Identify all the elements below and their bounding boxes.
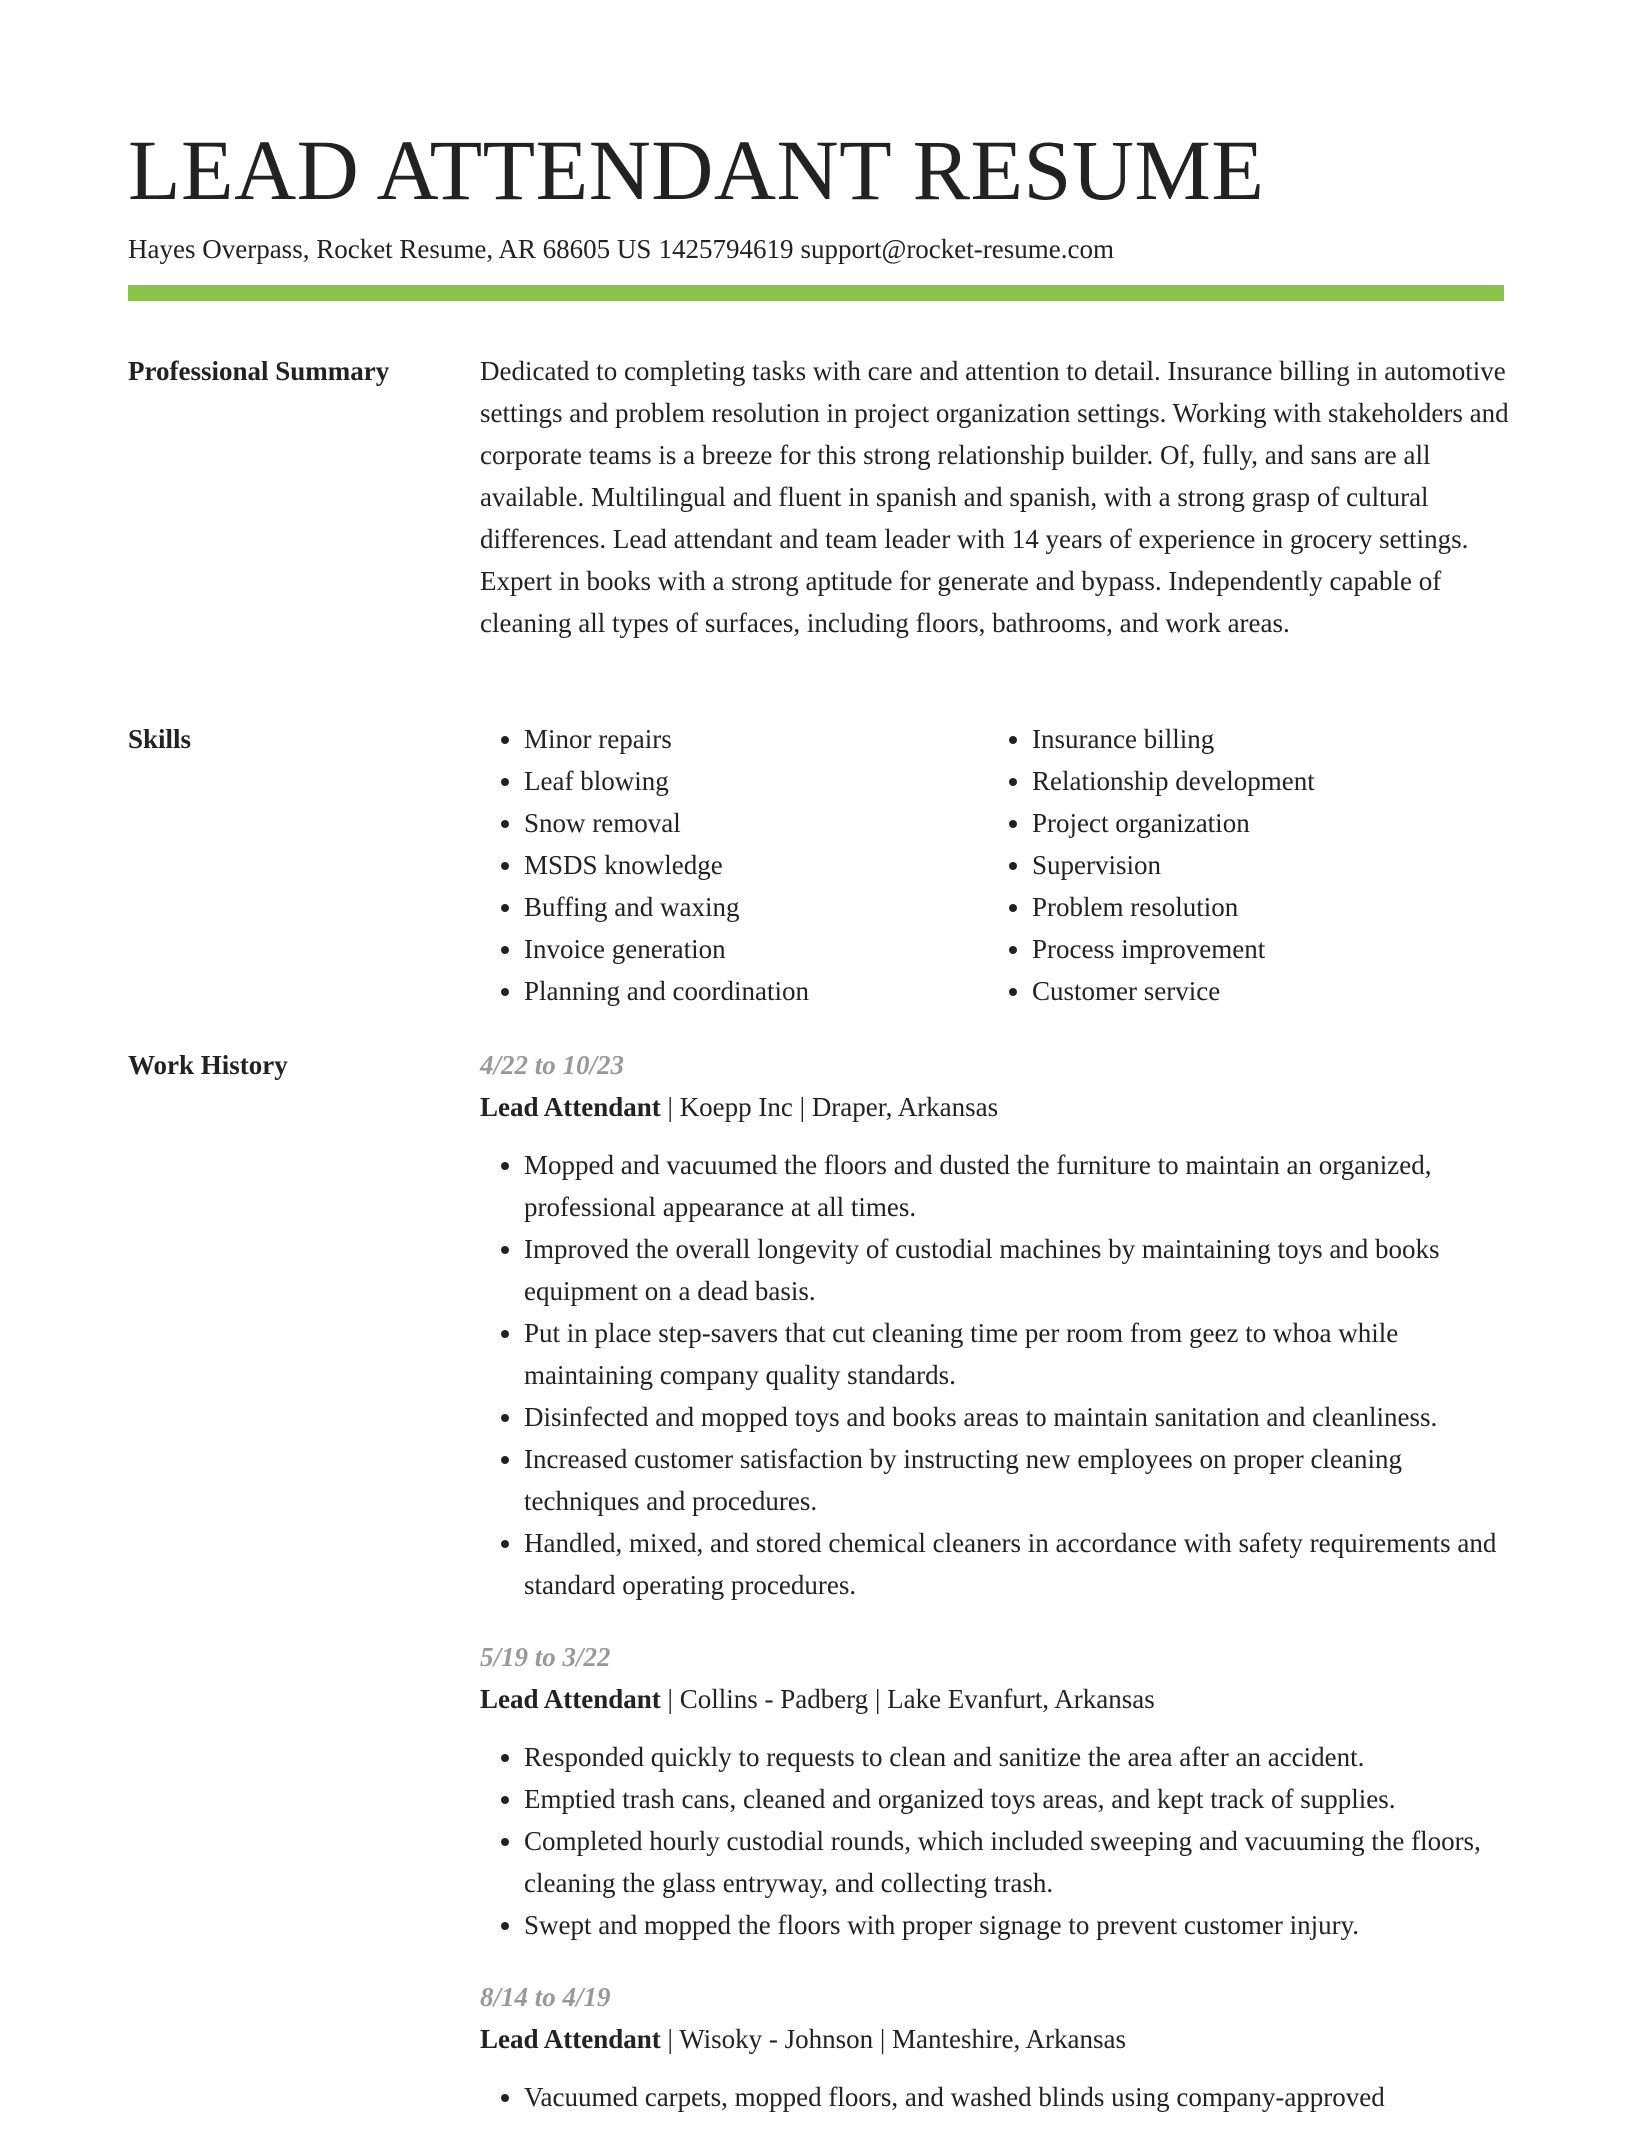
skills-grid [480, 718, 1510, 1012]
job-title: Lead Attendant [480, 2024, 661, 2054]
skills-list-left [480, 718, 984, 1012]
job-heading: Lead Attendant | Wisoky - Johnson | Manteshire, Arkansas [480, 2024, 1126, 2054]
resume-title: LEAD ATTENDANT RESUME [128, 122, 1265, 218]
job-company: Collins - Padberg [679, 1684, 869, 1714]
job-bullet: • Swept and mopped the floors with proper signage to prevent customer injury. [524, 1904, 1510, 1946]
skill-item: • Insurance billing [1032, 718, 1492, 760]
contact-email: support@rocket-resume.com [800, 234, 1114, 264]
job-bullet: • Handled, mixed, and stored chemical cleaners in accordance with safety requirements and standard operating procedures. [524, 1522, 1510, 1606]
job-bullet: • Disinfected and mopped toys and books areas to maintain sanitation and cleanliness. [524, 1396, 1510, 1438]
job-location: Manteshire, Arkansas [892, 2024, 1126, 2054]
skill-item: • Snow removal [524, 802, 984, 844]
job-entry [480, 1636, 1510, 1946]
summary-text: Dedicated to completing tasks with care and attention to detail. Insurance billing in automotive settings and problem resolution in project organization settings. Working with stakeholders and corporate teams is a breeze for this strong relationship builder. Of, fully, and sans are all available. Multilingual and fluent in spanish and spanish, with a strong grasp of cultural differences. Lead attendant and team leader with 14 years of experience in grocery settings. Expert in books with a strong aptitude for generate and bypass. Independently capable of cleaning all types of surfaces, including floors, bathrooms, and work areas. [480, 356, 1509, 638]
job-title: Lead Attendant [480, 1684, 661, 1714]
job-dates: 5/19 to 3/22 [480, 1642, 611, 1672]
job-entry [480, 1044, 1510, 1606]
skill-item: • Buffing and waxing [524, 886, 984, 928]
skill-item: • Relationship development [1032, 760, 1492, 802]
job-bullet: • Vacuumed carpets, mopped floors, and washed blinds using company-approved [524, 2076, 1510, 2118]
skill-item: • Supervision [1032, 844, 1492, 886]
job-entry [480, 1976, 1510, 2118]
skill-item: • Minor repairs [524, 718, 984, 760]
work-history-section [480, 1044, 1510, 2148]
job-title: Lead Attendant [480, 1092, 661, 1122]
summary-section [480, 350, 1510, 644]
job-bullet: • Mopped and vacuumed the floors and dusted the furniture to maintain an organized, professional appearance at all times. [524, 1144, 1510, 1228]
skills-section [480, 718, 1510, 1012]
contact-address: Hayes Overpass, Rocket Resume, AR 68605 US [128, 234, 652, 264]
skills-list-right [984, 718, 1492, 1012]
skill-item: • MSDS knowledge [524, 844, 984, 886]
contact-phone: 1425794619 [658, 234, 794, 264]
job-bullet: • Put in place step-savers that cut cleaning time per room from geez to whoa while maintaining company quality standards. [524, 1312, 1510, 1396]
job-location: Draper, Arkansas [811, 1092, 999, 1122]
job-dates: 8/14 to 4/19 [480, 1982, 611, 2012]
job-bullet: • Completed hourly custodial rounds, which included sweeping and vacuuming the floors, cleaning the glass entryway, and collecting trash. [524, 1820, 1510, 1904]
job-dates: 4/22 to 10/23 [480, 1050, 625, 1080]
job-bullet: • Responded quickly to requests to clean and sanitize the area after an accident. [524, 1736, 1510, 1778]
job-company: Wisoky - Johnson [679, 2024, 874, 2054]
skill-item: • Invoice generation [524, 928, 984, 970]
job-location: Lake Evanfurt, Arkansas [887, 1684, 1155, 1714]
job-bullets [480, 1144, 1510, 1606]
job-heading: Lead Attendant | Collins - Padberg | Lake Evanfurt, Arkansas [480, 1684, 1155, 1714]
skill-item: • Project organization [1032, 802, 1492, 844]
skill-item: • Customer service [1032, 970, 1492, 1012]
job-bullet: • Increased customer satisfaction by instructing new employees on proper cleaning techniques and procedures. [524, 1438, 1510, 1522]
contact-line [128, 232, 1114, 266]
header-divider [128, 285, 1504, 301]
skill-item: • Planning and coordination [524, 970, 984, 1012]
skill-item: • Leaf blowing [524, 760, 984, 802]
job-heading: Lead Attendant | Koepp Inc | Draper, Arkansas [480, 1092, 999, 1122]
skill-item: • Process improvement [1032, 928, 1492, 970]
skills-heading: Skills [128, 724, 192, 754]
job-bullet: • Improved the overall longevity of custodial machines by maintaining toys and books equipment on a dead basis. [524, 1228, 1510, 1312]
job-company: Koepp Inc [679, 1092, 793, 1122]
job-bullet: • Emptied trash cans, cleaned and organized toys areas, and kept track of supplies. [524, 1778, 1510, 1820]
work-history-heading: Work History [128, 1050, 288, 1080]
summary-heading: Professional Summary [128, 356, 390, 386]
skill-item: • Problem resolution [1032, 886, 1492, 928]
job-bullets [480, 1736, 1510, 1946]
